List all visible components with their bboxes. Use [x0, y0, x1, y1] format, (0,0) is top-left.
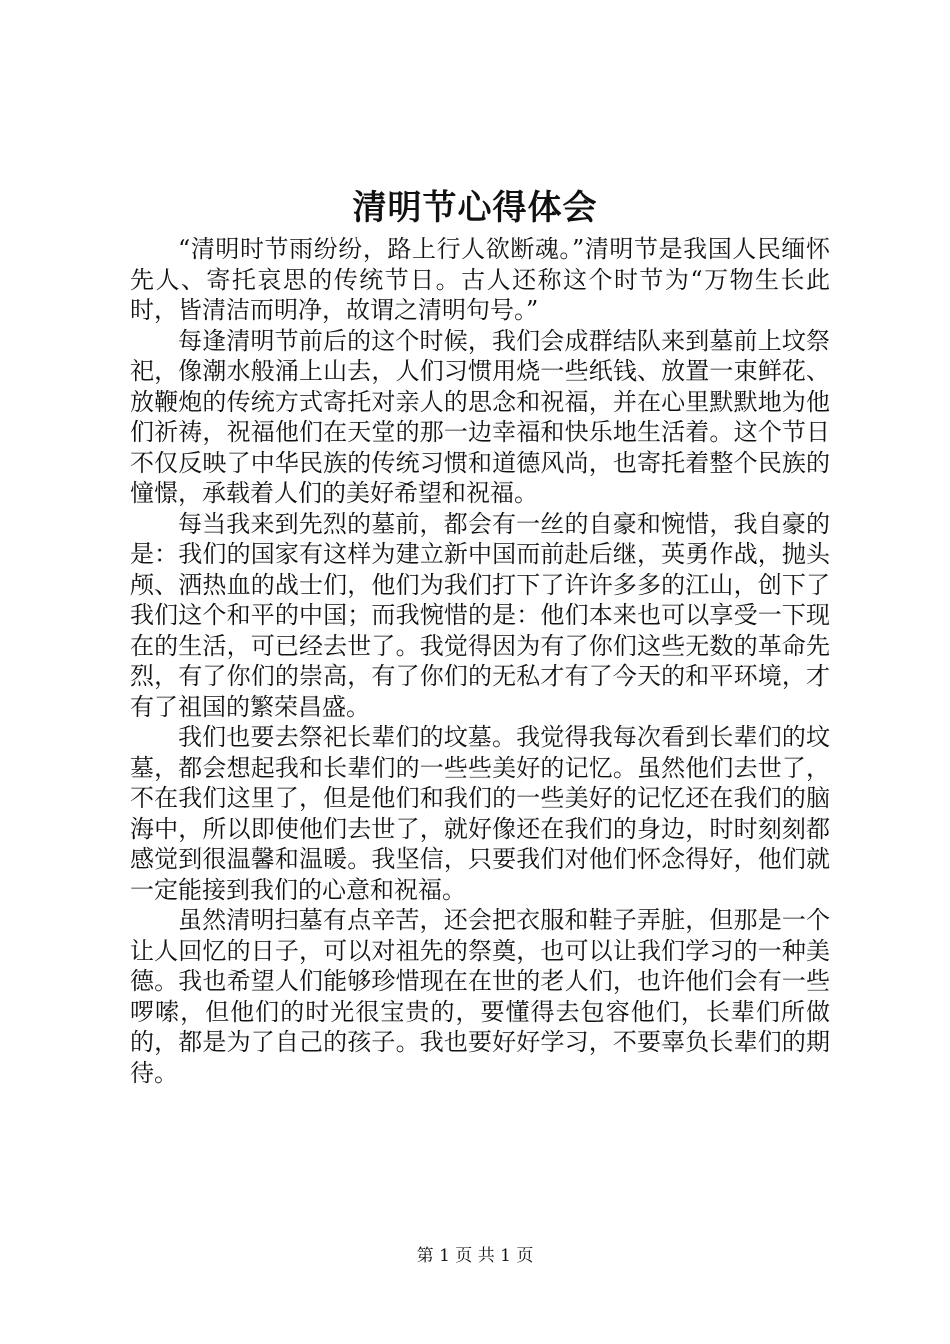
paragraph: 我们也要去祭祀长辈们的坟墓。我觉得我每次看到长辈们的坟墓，都会想起我和长辈们的一些些美好的记忆。虽然他们去世了，不在我们这里了，但是他们和我们的一些美好的记忆还在我们的脑海中，所以即使他们去世了，就好像还在我们的身边，时时刻刻都感觉到很温馨和温暖。我坚信，只要我们对他们怀念得好，他们就一定能接到我们的心意和祝福。: [130, 723, 830, 904]
paragraph: 虽然清明扫墓有点辛苦，还会把衣服和鞋子弄脏，但那是一个让人回忆的日子，可以对祖先的祭奠，也可以让我们学习的一种美德。我也希望人们能够珍惜现在在世的老人们，也许他们会有一些啰嗦，但他们的时光很宝贵的，要懂得去包容他们，长辈们所做的，都是为了自己的孩子。我也要好好学习，不要辜负长辈们的期待。: [130, 906, 830, 1087]
paragraph: 每当我来到先烈的墓前，都会有一丝的自豪和惋惜，我自豪的是：我们的国家有这样为建立新中国而前赴后继，英勇作战，抛头颅、洒热血的战士们，他们为我们打下了许许多多的江山，创下了我们这个和平的中国；而我惋惜的是：他们本来也可以享受一下现在的生活，可已经去世了。我觉得因为有了你们这些无数的革命先烈，有了你们的崇高，有了你们的无私才有了今天的和平环境，才有了祖国的繁荣昌盛。: [130, 509, 830, 721]
page-footer: 第 1 页 共 1 页: [416, 1246, 534, 1266]
paragraph: 每逢清明节前后的这个时候，我们会成群结队来到墓前上坟祭祀，像潮水般涌上山去，人们习惯用烧一些纸钱、放置一束鲜花、放鞭炮的传统方式寄托对亲人的思念和祝福，并在心里默默地为他们祈祷，祝福他们在天堂的那一边幸福和快乐地生活着。这个节日不仅反映了中华民族的传统习惯和道德风尚，也寄托着整个民族的憧憬，承载着人们的美好希望和祝福。: [130, 326, 830, 507]
document-title: 清明节心得体会: [352, 188, 598, 228]
paragraph: “清明时节雨纷纷，路上行人欲断魂。”清明节是我国人民缅怀先人、寄托哀思的传统节日。古人还称这个时节为“万物生长此时，皆清洁而明净，故谓之清明句号。”: [130, 235, 830, 324]
document-body: [130, 234, 830, 1088]
